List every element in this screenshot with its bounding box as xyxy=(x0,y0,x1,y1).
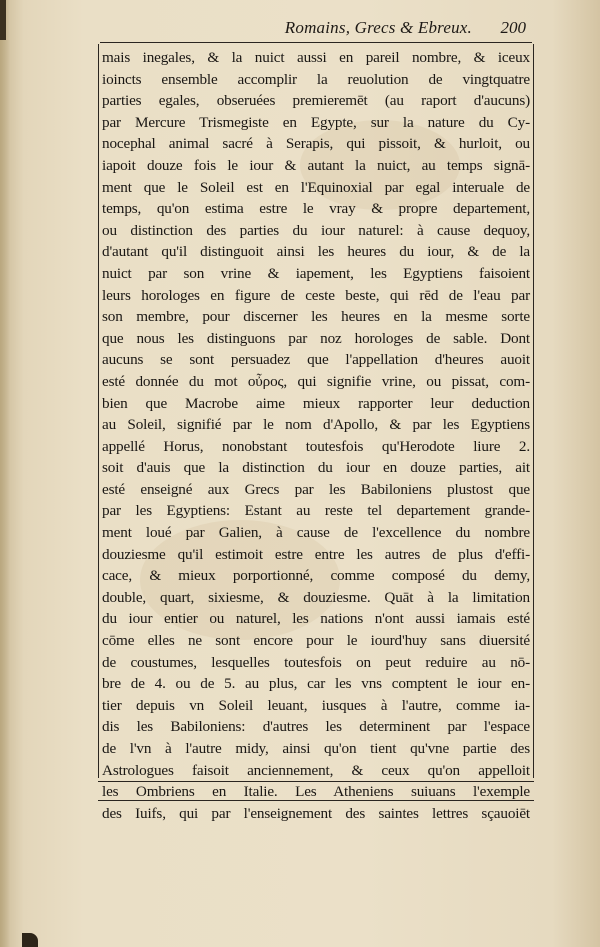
text-line: esté donnée du mot οὖρος, qui signifie vrine, ou pissat, com- xyxy=(102,372,530,390)
text-line: tier depuis vn Soleil leuant, iusques à l'autre, comme ia- xyxy=(102,696,530,714)
text-line: Astrologues faisoit anciennement, & ceux qu'on appelloit xyxy=(102,761,530,779)
text-line: bien que Macrobe aime mieux rapporter leur deduction xyxy=(102,394,530,412)
text-line: que nous les distinguons par noz horologes de sable. Dont xyxy=(102,329,530,347)
text-line: nocephal animal sacré à Serapis, qui pissoit, & hurloit, ou xyxy=(102,135,530,153)
text-line: des Iuifs, qui par l'enseignement des saintes lettres sçauoiēt xyxy=(102,804,530,822)
text-line: double, quart, sixiesme, & douziesme. Quāt à la limitation xyxy=(102,588,530,606)
text-line: iapoit douze fois le iour & autant la nuict, au temps signā- xyxy=(102,156,530,174)
text-line: son membre, pour discerner les heures en la mesme sorte xyxy=(102,308,530,326)
text-line: bre de 4. ou de 5. au plus, car les vns comptent le iour en- xyxy=(102,675,530,693)
text-line: ioincts ensemble accomplir la reuolution de vingtquatre xyxy=(102,70,530,88)
text-line: temps, qu'on estima estre le vray & propre departement, xyxy=(102,200,530,218)
text-line: cace, & mieux porportionné, comme composé du demy, xyxy=(102,567,530,585)
text-line: ment loué par Galien, à cause de l'excellence du nombre xyxy=(102,524,530,542)
page-number: 200 xyxy=(500,18,526,37)
page-gutter-shadow xyxy=(0,0,10,947)
text-line: au Soleil, signifié par le nom d'Apollo, & par les Egyptiens xyxy=(102,416,530,434)
text-line: ment que le Soleil est en l'Equinoxial par egal interuale de xyxy=(102,178,530,196)
text-line: esté enseigné aux Grecs par les Babiloniens plustost que xyxy=(102,480,530,498)
bottom-rule-lower xyxy=(98,800,534,801)
text-line: de coustumes, lesquelles toutesfois on peut reduire au nō- xyxy=(102,653,530,671)
page-corner-dark xyxy=(0,0,6,40)
text-line: cōme elles ne sont encore pour le iourd'huy sans diuersité xyxy=(102,632,530,650)
text-line: par les Egyptiens: Estant au reste tel departement grande- xyxy=(102,502,530,520)
text-line: du iour entier ou naturel, les nations n'ont aussi iamais esté xyxy=(102,610,530,628)
running-head xyxy=(100,18,532,43)
page-corner-dark-bottom xyxy=(22,933,38,947)
text-line: mais inegales, & la nuict aussi en pareil nombre, & iceux xyxy=(102,49,530,66)
text-line: dis les Babiloniens: d'autres les determinent par l'espace xyxy=(102,718,530,736)
text-line: nuict par son vrine & iapement, les Egyptiens faisoient xyxy=(102,264,530,282)
text-line: parties egales, obseruées premieremēt (au raport d'aucuns) xyxy=(102,92,530,110)
text-line: appellé Horus, nonobstant toutesfois qu'Herodote liure 2. xyxy=(102,437,530,455)
body-text xyxy=(102,47,530,824)
text-line: leurs horologes en figure de ceste beste, qui rēd de l'eau par xyxy=(102,286,530,304)
text-line: douziesme qu'il estimoit estre entre les autres de plus d'effi- xyxy=(102,545,530,563)
text-line: ou distinction des parties du iour naturel: à cause dequoy, xyxy=(102,221,530,239)
text-line: d'autant qu'il distinguoit ainsi les heures du iour, & de la xyxy=(102,243,530,261)
text-line: de l'vn à l'autre midy, ainsi qu'on tient qu'vne partie des xyxy=(102,740,530,757)
text-line: par Mercure Trismegiste en Egypte, sur la nature du Cy- xyxy=(102,113,530,131)
text-line: soit d'auis que la distinction du iour en douze parties, ait xyxy=(102,459,530,477)
text-line: les Ombriens en Italie. Les Atheniens suiuans l'exemple xyxy=(102,783,530,801)
bottom-rule xyxy=(98,781,534,782)
running-title: Romains, Grecs & Ebreux. xyxy=(284,18,472,37)
text-line: aucuns se sont persuadez que l'appellation d'heures auoit xyxy=(102,351,530,369)
